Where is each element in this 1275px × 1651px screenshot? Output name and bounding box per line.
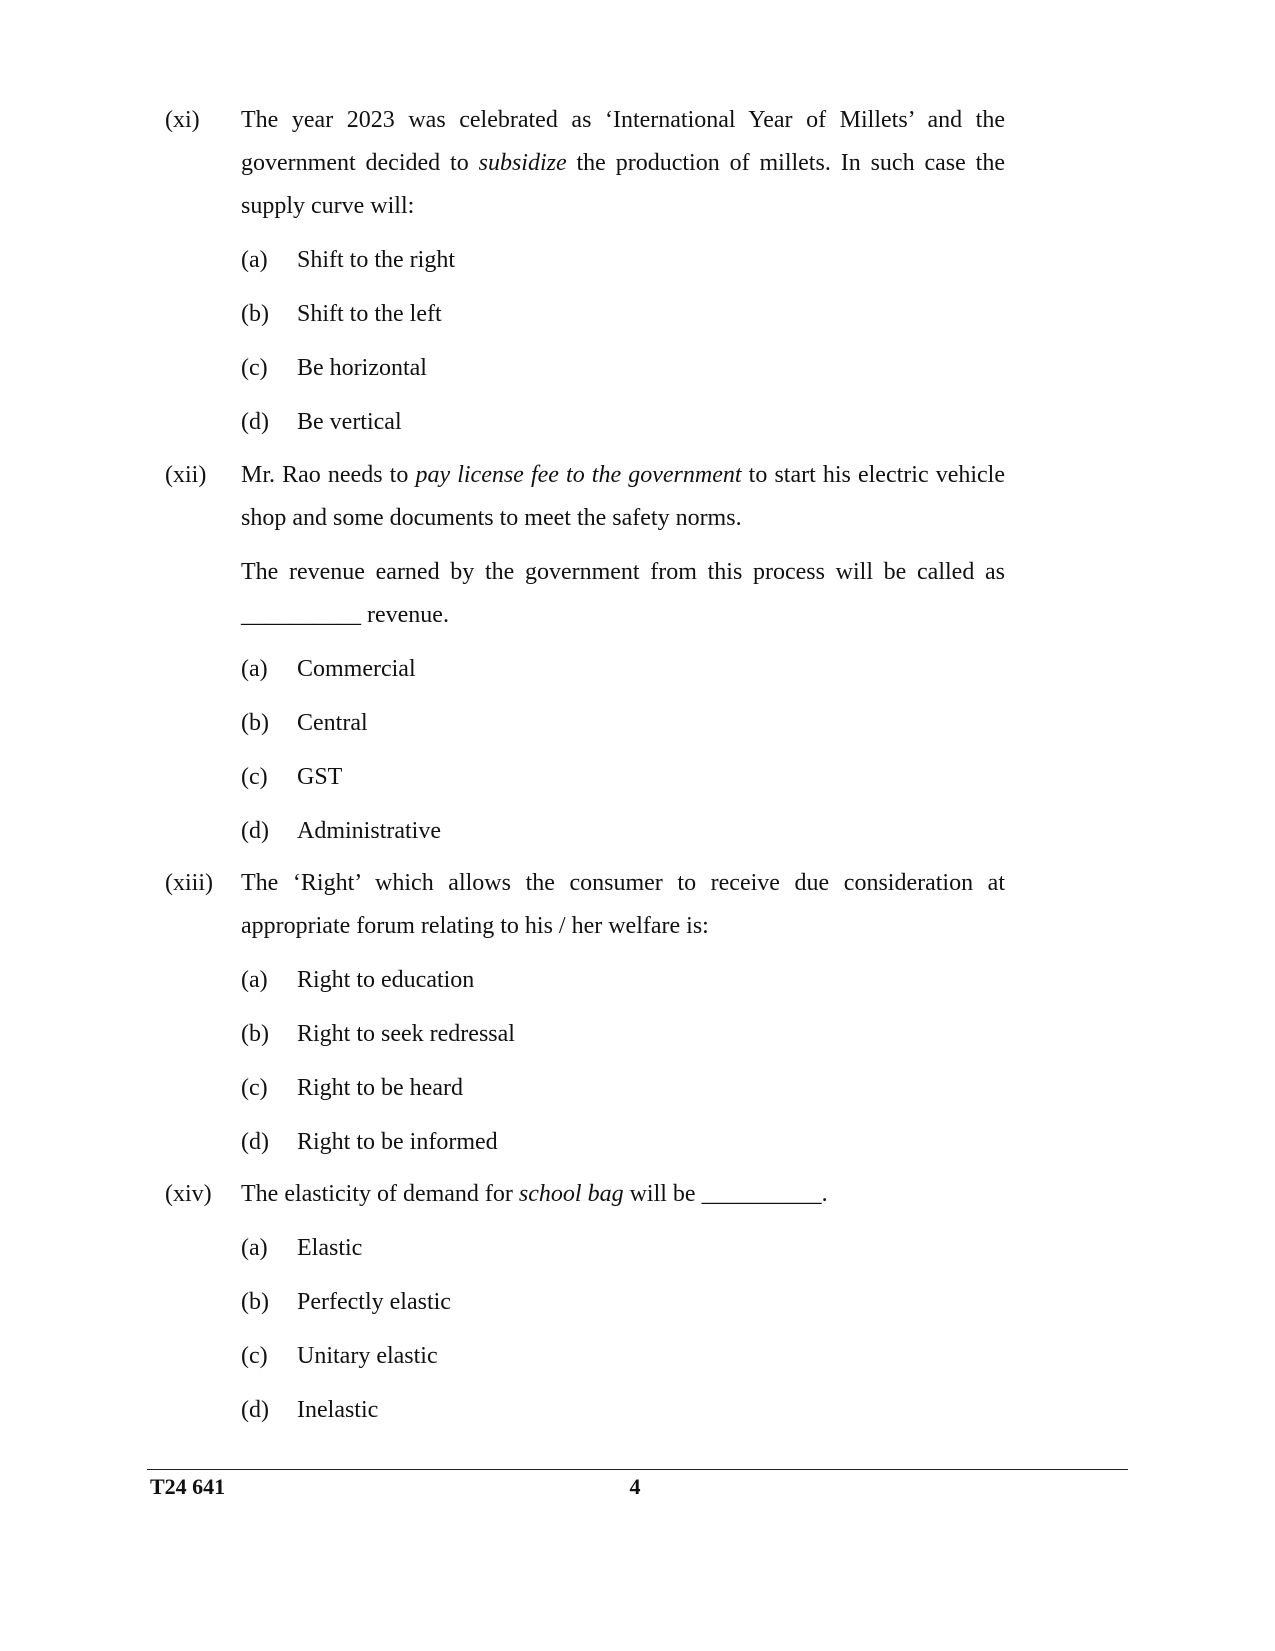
option-b (241, 1013, 1005, 1067)
option-label: (c) (241, 764, 268, 790)
question-stem-continuation (241, 551, 1005, 637)
option-text: Elastic (297, 1235, 363, 1261)
question-text: The ‘Right’ which allows the consumer to receive due consideration at appropriate forum relating to his / her welfare is: (241, 870, 1005, 939)
option-label: (d) (241, 409, 269, 435)
question-stem (241, 454, 1005, 540)
question-number: (xiii) (165, 870, 213, 896)
option-text: Shift to the left (297, 301, 442, 327)
question-emphasis: school bag (518, 1181, 624, 1207)
question-stem (241, 1173, 1005, 1216)
question-number: (xii) (165, 462, 207, 488)
option-text: Inelastic (297, 1397, 379, 1423)
option-list (241, 959, 1005, 1175)
option-label: (a) (241, 1235, 268, 1261)
option-c (241, 1067, 1005, 1121)
footer-divider (147, 1469, 1128, 1470)
option-a (241, 648, 1005, 702)
option-d (241, 1389, 1005, 1443)
option-text: Right to be heard (297, 1075, 463, 1101)
option-b (241, 1281, 1005, 1335)
option-text: Be vertical (297, 409, 402, 435)
option-text: Shift to the right (297, 247, 455, 273)
option-label: (c) (241, 1075, 268, 1101)
option-c (241, 1335, 1005, 1389)
question-emphasis: pay license fee to the government (415, 462, 742, 488)
question-text: The revenue earned by the government from this process will be called as __________ revenue. (241, 559, 1005, 628)
question-body (241, 1173, 1005, 1443)
question-emphasis: subsidize (478, 150, 567, 176)
option-c (241, 347, 1005, 401)
paper-code: T24 641 (150, 1474, 226, 1499)
question-stem (241, 862, 1005, 948)
question-text: to start his electric vehicle shop and some documents to meet the safety norms. (241, 462, 1005, 531)
question-stem (241, 99, 1005, 228)
option-text: Commercial (297, 656, 416, 682)
option-label: (c) (241, 1343, 268, 1369)
option-label: (a) (241, 656, 268, 682)
option-list (241, 239, 1005, 455)
option-d (241, 401, 1005, 455)
option-label: (a) (241, 247, 268, 273)
page-number: 4 (629, 1474, 641, 1499)
option-a (241, 239, 1005, 293)
option-label: (d) (241, 1397, 269, 1423)
option-label: (d) (241, 1129, 269, 1155)
question-text: the production of millets. In such case the supply curve will: (241, 150, 1005, 219)
option-d (241, 810, 1005, 864)
option-b (241, 702, 1005, 756)
option-label: (b) (241, 710, 269, 736)
option-text: Central (297, 710, 368, 736)
option-b (241, 293, 1005, 347)
option-c (241, 756, 1005, 810)
option-text: Perfectly elastic (297, 1289, 451, 1315)
option-label: (b) (241, 1021, 269, 1047)
option-list (241, 648, 1005, 864)
question-body (241, 99, 1005, 455)
option-label: (d) (241, 818, 269, 844)
option-text: Be horizontal (297, 355, 427, 381)
question-text: Mr. Rao needs to (241, 462, 416, 488)
option-text: Right to be informed (297, 1129, 498, 1155)
option-text: Right to education (297, 967, 475, 993)
option-list (241, 1227, 1005, 1443)
option-text: Unitary elastic (297, 1343, 438, 1369)
option-label: (a) (241, 967, 268, 993)
option-text: Right to seek redressal (297, 1021, 515, 1047)
option-d (241, 1121, 1005, 1175)
option-a (241, 1227, 1005, 1281)
option-label: (c) (241, 355, 268, 381)
option-text: Administrative (297, 818, 441, 844)
question-body (241, 862, 1005, 1175)
question-number: (xiv) (165, 1181, 212, 1207)
option-a (241, 959, 1005, 1013)
option-label: (b) (241, 1289, 269, 1315)
question-text: The elasticity of demand for (241, 1181, 519, 1207)
question-text: The year 2023 was celebrated as ‘International Year of Millets’ and the government decided to (241, 107, 1005, 176)
option-text: GST (297, 764, 343, 790)
question-body (241, 454, 1005, 864)
question-text: will be __________. (623, 1181, 828, 1207)
question-number: (xi) (165, 107, 200, 133)
option-label: (b) (241, 301, 269, 327)
